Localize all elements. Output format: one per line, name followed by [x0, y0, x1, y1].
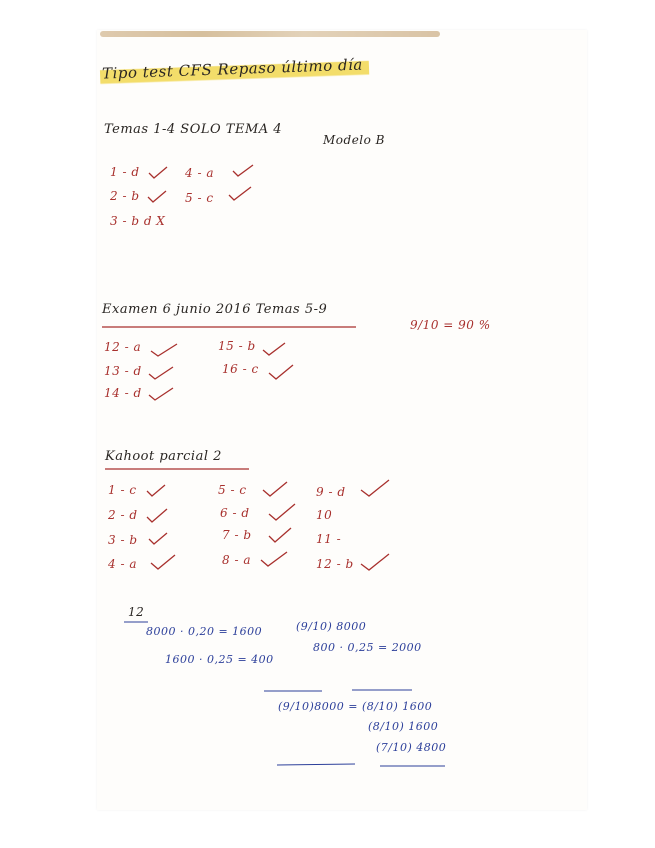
s2-answer-12: 12 - a — [104, 340, 142, 354]
work-line-3: 1600 · 0,25 = 400 — [165, 653, 274, 666]
s1-answer-4: 4 - a — [185, 166, 214, 180]
work-line-2: (9/10) 8000 — [296, 620, 367, 633]
check-icon — [147, 190, 167, 202]
work-line-4: 800 · 0,25 = 2000 — [313, 641, 422, 654]
s2-answer-13: 13 - d — [104, 364, 142, 378]
s2-answer-15: 15 - b — [218, 339, 256, 353]
s1-answer-5: 5 - c — [185, 191, 214, 205]
check-icon — [148, 365, 168, 377]
s3-answer-4: 4 - a — [108, 557, 137, 571]
check-icon — [228, 186, 248, 198]
s3-answer-8: 8 - a — [222, 553, 251, 567]
s2-answer-16: 16 - c — [222, 362, 259, 376]
torn-edge — [100, 31, 440, 37]
s1-answer-3: 3 - b d X — [110, 214, 166, 228]
check-icon — [150, 553, 170, 565]
check-icon — [268, 363, 288, 375]
s1-answer-1: 1 - d — [110, 165, 140, 179]
check-icon — [148, 166, 168, 178]
check-icon — [150, 342, 170, 354]
check-icon — [146, 484, 166, 496]
s1-answer-2: 2 - b — [110, 189, 140, 203]
s2-answer-14: 14 - d — [104, 386, 142, 400]
section3-underline — [103, 467, 253, 471]
table-row-2: (8/10) 1600 — [368, 720, 439, 733]
section2-score: 9/10 = 90 % — [410, 318, 491, 332]
s3-answer-10: 10 — [316, 508, 333, 522]
check-icon — [268, 502, 288, 514]
check-icon — [146, 508, 166, 520]
check-icon — [232, 164, 252, 176]
check-icon — [262, 341, 282, 353]
work-label: 12 — [128, 605, 145, 619]
check-icon — [148, 386, 168, 398]
work-line-1: 8000 · 0,20 = 1600 — [146, 625, 263, 638]
page-title: Tipo test CFS Repaso último día — [100, 55, 369, 84]
section2-heading: Examen 6 junio 2016 Temas 5-9 — [102, 302, 328, 317]
table-row-1: (9/10)8000 = (8/10) 1600 — [278, 700, 433, 713]
s3-answer-3: 3 - b — [108, 533, 138, 547]
check-icon — [260, 550, 280, 562]
section2-underline — [100, 325, 360, 329]
section1-model: Modelo B — [323, 133, 385, 147]
s3-answer-1: 1 - c — [108, 483, 137, 497]
work-label-underline — [122, 620, 152, 624]
table-top-rule — [262, 688, 422, 694]
s3-answer-9: 9 - d — [316, 485, 346, 499]
check-icon — [360, 552, 380, 564]
check-icon — [360, 478, 380, 490]
s3-answer-5: 5 - c — [218, 483, 247, 497]
section3-heading: Kahoot parcial 2 — [105, 449, 222, 464]
check-icon — [268, 526, 288, 538]
table-row-3: (7/10) 4800 — [376, 741, 447, 754]
s3-answer-2: 2 - d — [108, 508, 138, 522]
s3-answer-11: 11 - — [316, 532, 342, 546]
section1-heading: Temas 1-4 SOLO TEMA 4 — [104, 122, 283, 137]
table-bottom-rule — [275, 762, 455, 768]
s3-answer-7: 7 - b — [222, 528, 252, 542]
check-icon — [148, 532, 168, 544]
s3-answer-12: 12 - b — [316, 557, 354, 571]
check-icon — [262, 480, 282, 492]
s3-answer-6: 6 - d — [220, 506, 250, 520]
